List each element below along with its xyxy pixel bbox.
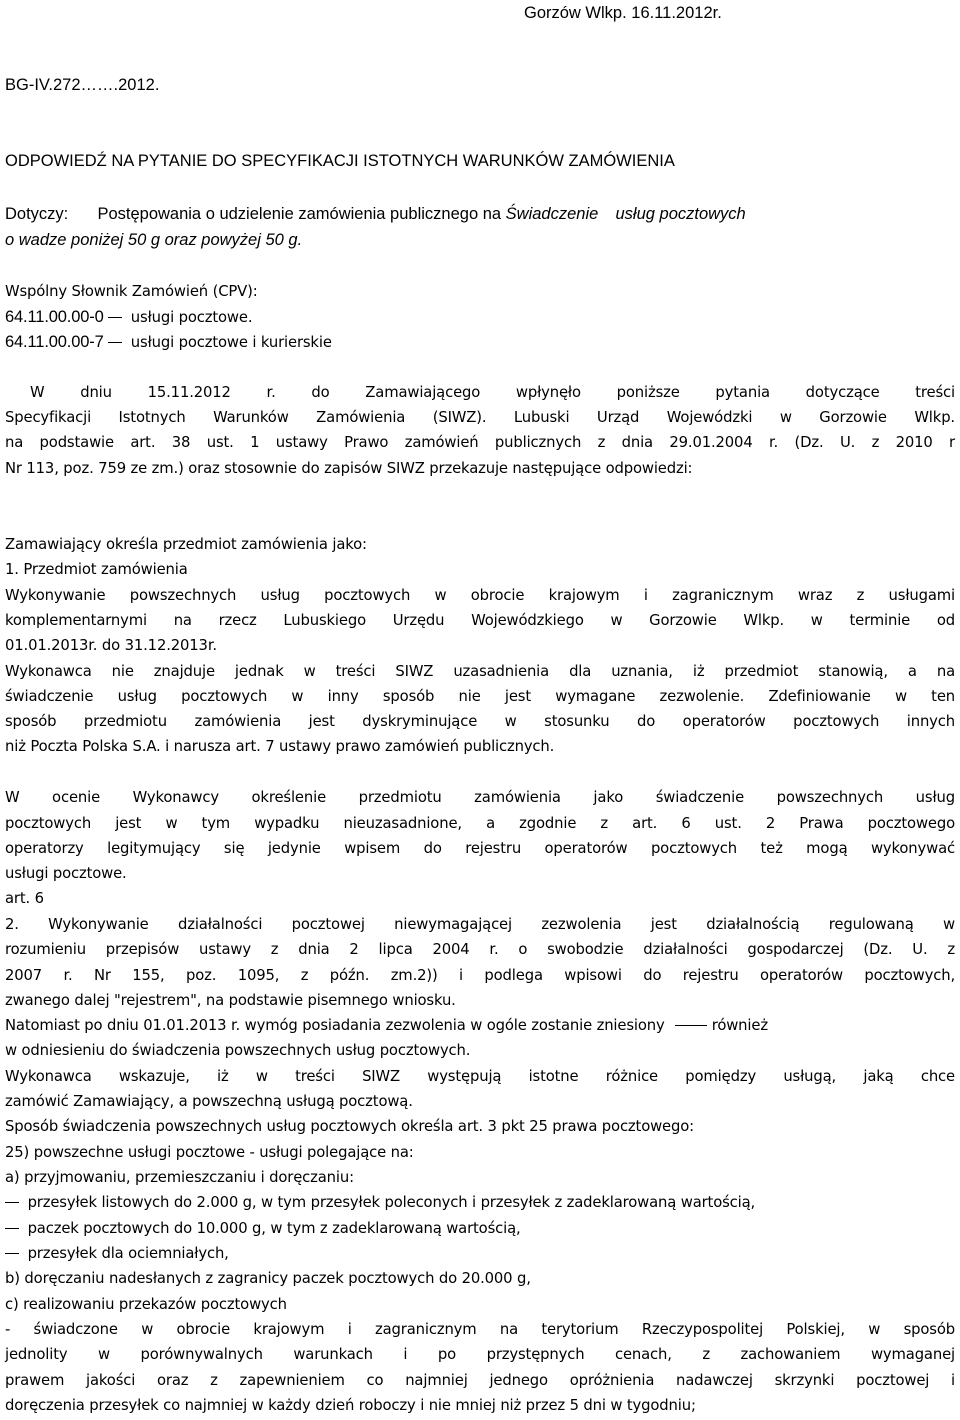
intro-line: Nr 113, poz. 759 ze zm.) oraz stosownie do zapisów SIWZ przekazuje następujące odpowiedzi: (5, 460, 693, 477)
paragraph-line: w odniesieniu do świadczenia powszechnych usług pocztowych. (5, 1042, 471, 1059)
paragraph-line: rozumieniu przepisów ustawy z dnia 2 lipca 2004 r. o swobodzie działalności gospodarczej (Dz. U. z (5, 941, 955, 958)
paragraph-line: komplementarnymi na rzecz Lubuskiego Urzędu Wojewódzkiego w Gorzowie Wlkp. w terminie od (5, 612, 955, 629)
paragraph-text: również (711, 1017, 768, 1034)
list-item-b: b) doręczaniu nadesłanych z zagranicy paczek pocztowych do 20.000 g, (5, 1270, 531, 1287)
subject-line-2: o wadze poniżej 50 g oraz powyżej 50 g. (5, 231, 303, 249)
dash-item-text: przesyłek dla ociemniałych, (27, 1245, 229, 1262)
subject-italic-postal: usług pocztowych (615, 205, 746, 223)
paragraph-line: 01.01.2013r. do 31.12.2013r. (5, 637, 217, 654)
paragraph-line: doręczenia przesyłek co najmniej w każdy dzień roboczy i nie mniej niż przez 5 dni w tygodniu; (5, 1397, 696, 1414)
paragraph-line: - świadczone w obrocie krajowym i zagranicznym na terytorium Rzeczypospolitej Polskiej, w sposób (5, 1321, 955, 1338)
cpv-heading: Wspólny Słownik Zamówień (CPV): (5, 283, 258, 300)
dash-icon (108, 342, 122, 343)
intro-line: Specyfikacji Istotnych Warunków Zamówienia (SIWZ). Lubuski Urząd Wojewódzki w Gorzowie Wlkp. (5, 409, 955, 426)
cpv-code-1 (5, 308, 955, 330)
determines-line: Zamawiający określa przedmiot zamówienia jako: (5, 536, 367, 553)
cpv-code-2 (5, 333, 955, 355)
reference-number: BG-IV.272…….2012. (5, 76, 160, 94)
dash-list-item (5, 1219, 955, 1241)
cpv-code-1-text: usługi pocztowe. (130, 309, 253, 326)
dash-icon (5, 1253, 19, 1254)
cpv-code-1-number: 64.11.00.00-0 (5, 308, 104, 326)
cpv-code-2-text: usługi pocztowe i kurierskie (130, 334, 332, 351)
paragraph-line: operatorzy legitymujący się jedynie wpisem do rejestru operatorów pocztowych też mogą wykonywać (5, 840, 955, 857)
dash-item-text: paczek pocztowych do 10.000 g, w tym z zadeklarowaną wartością, (27, 1220, 521, 1237)
article-label: art. 6 (5, 890, 44, 907)
intro-line: na podstawie art. 38 ust. 1 ustawy Prawo zamówień publicznych z dnia 29.01.2004 r. (Dz. U. z 2010 r (5, 434, 955, 451)
cpv-code-2-number: 64.11.00.00-7 (5, 333, 104, 351)
subject-text: Postępowania o udzielenie zamówienia publicznego na (97, 205, 502, 223)
dash-list-item (5, 1244, 955, 1266)
paragraph-line: niż Poczta Polska S.A. i narusza art. 7 ustawy prawo zamówień publicznych. (5, 738, 555, 755)
paragraph-line: świadczenie usług pocztowych w inny sposób nie jest wymagane zezwolenie. Zdefiniowanie w ten (5, 688, 955, 705)
dash-icon (5, 1228, 19, 1229)
paragraph-line: W ocenie Wykonawcy określenie przedmiotu zamówienia jako świadczenie powszechnych usług (5, 789, 955, 806)
paragraph-line: Wykonawca wskazuje, iż w treści SIWZ występują istotne różnice pomiędzy usługą, jaką chce (5, 1068, 955, 1085)
dash-icon (5, 1202, 19, 1203)
paragraph-line: sposób przedmiotu zamówienia jest dyskryminujące w stosunku do operatorów pocztowych innych (5, 713, 955, 730)
paragraph-line: 25) powszechne usługi pocztowe - usługi polegające na: (5, 1144, 414, 1161)
paragraph-line: zamówić Zamawiający, a powszechną usługą pocztową. (5, 1093, 413, 1110)
paragraph-line: usługi pocztowe. (5, 865, 127, 882)
paragraph-line: jednolity w porównywalnych warunkach i po przystępnych cenach, z zachowaniem wymaganej (5, 1346, 955, 1363)
document-title: ODPOWIEDŹ NA PYTANIE DO SPECYFIKACJI ISTOTNYCH WARUNKÓW ZAMÓWIENIA (5, 152, 675, 170)
paragraph-line: 2007 r. Nr 155, poz. 1095, z późn. zm.2)) i podlega wpisowi do rejestru operatorów pocztowych, (5, 967, 955, 984)
place-date: Gorzów Wlkp. 16.11.2012r. (524, 4, 722, 22)
paragraph-line: prawem jakości oraz z zapewnieniem co najmniej jednego opróżnienia nadawczej skrzynki pocztowej i (5, 1372, 955, 1389)
paragraph-text: Natomiast po dniu 01.01.2013 r. wymóg posiadania zezwolenia w ogóle zostanie zniesiony (5, 1017, 665, 1034)
paragraph-line: Wykonywanie powszechnych usług pocztowych w obrocie krajowym i zagranicznym wraz z usługami (5, 587, 955, 604)
subject-line-1 (5, 205, 955, 227)
paragraph-line: 2. Wykonywanie działalności pocztowej niewymagającej zezwolenia jest działalnością regulowaną w (5, 916, 955, 933)
dash-list-item (5, 1193, 955, 1215)
paragraph-line: zwanego dalej "rejestrem", na podstawie pisemnego wniosku. (5, 992, 456, 1009)
list-item-c: c) realizowaniu przekazów pocztowych (5, 1296, 287, 1313)
dash-icon (675, 1025, 707, 1026)
item-1-heading: 1. Przedmiot zamówienia (5, 561, 188, 578)
subject-italic-service: Świadczenie (505, 205, 599, 223)
paragraph-line (5, 1016, 955, 1038)
dash-icon (108, 317, 122, 318)
list-item-a: a) przyjmowaniu, przemieszczaniu i doręczaniu: (5, 1169, 354, 1186)
subject-label: Dotyczy: (5, 205, 69, 223)
dash-item-text: przesyłek listowych do 2.000 g, w tym przesyłek poleconych i przesyłek z zadeklarowaną wartością, (27, 1194, 756, 1211)
paragraph-line: pocztowych jest w tym wypadku nieuzasadnione, a zgodnie z art. 6 ust. 2 Prawa pocztowego (5, 815, 955, 832)
paragraph-line: Wykonawca nie znajduje jednak w treści SIWZ uzasadnienia dla uznania, iż przedmiot stanowią, a na (5, 663, 955, 680)
intro-line: W dniu 15.11.2012 r. do Zamawiającego wpłynęło poniższe pytania dotyczące treści (30, 384, 955, 401)
paragraph-line: Sposób świadczenia powszechnych usług pocztowych określa art. 3 pkt 25 prawa pocztowego: (5, 1118, 694, 1135)
